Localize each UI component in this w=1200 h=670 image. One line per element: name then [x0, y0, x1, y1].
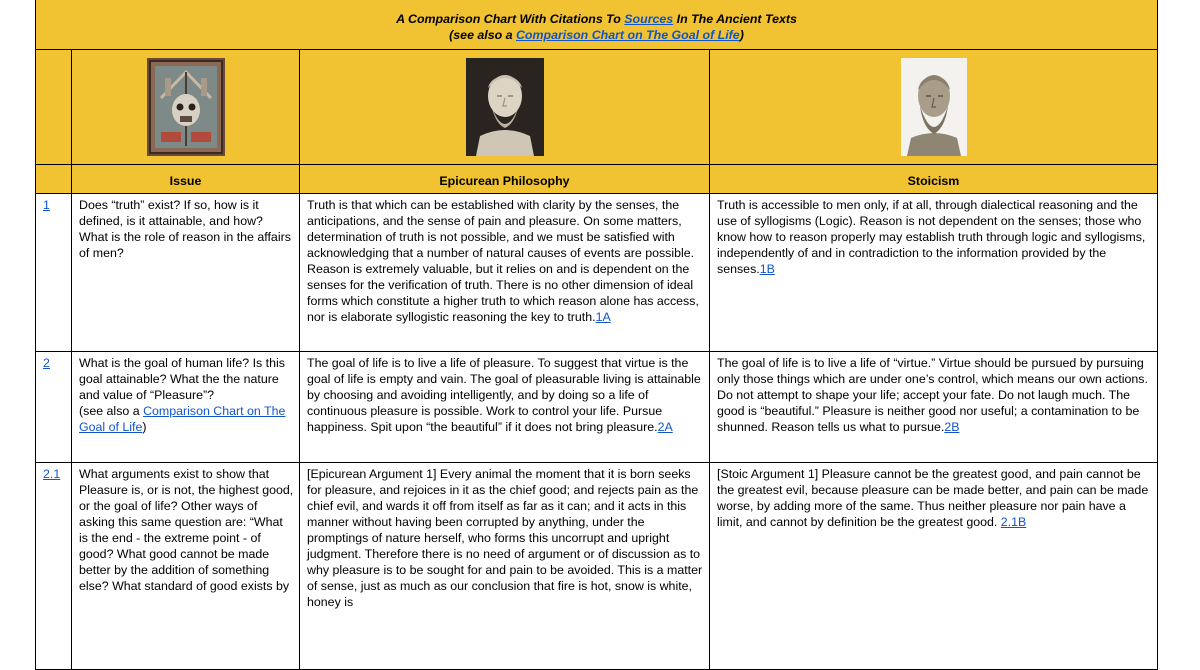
row-number-cell: [36, 352, 72, 463]
column-header-issue: Issue: [72, 165, 300, 194]
image-cell-issue: [72, 50, 300, 165]
issue-cell: What is the goal of human life? Is this goal attainable? What the the nature and value of “Pleasure”? (see also a Comparison Chart on The Goal of Life): [72, 352, 300, 463]
sources-link[interactable]: Sources: [624, 12, 674, 26]
stoic-cell: [Stoic Argument 1] Pleasure cannot be the greatest good, and pain cannot be the greatest evil, because pleasure can be made better, and pain can be made worse, by adding more of the same. Thus neither pleasure nor pain have a limit, and cannot by definition be the greatest good. 2.1B: [710, 463, 1158, 670]
comparison-chart-sheet: [35, 0, 1157, 670]
epicurean-cell: Truth is that which can be established with clarity by the senses, the anticipations, and the sense of pain and pleasure. On some matters, determination of truth is not possible, and we must be satisfied with acknowledging that a number of natural causes of events are possible. Reason is extremely valuable, but it relies on and is dependent on the senses for the verification of truth. There is no other dimension of ideal forms which constitute a higher truth to which reason alone has access, nor is elaborate syllogistic reasoning the key to truth.1A: [300, 194, 710, 352]
image-blank-cell: [36, 50, 72, 165]
table-row: [36, 463, 1158, 670]
zeno-bust-image: [901, 58, 967, 156]
citation-link[interactable]: 2B: [944, 420, 960, 434]
issue-cell: What arguments exist to show that Pleasure is, or is not, the highest good, or the goal of life? Other ways of asking this same question are: “What is the end - the extreme point - of good? What good cannot be made better by the addition of something else? What standard of good exists by: [72, 463, 300, 670]
epicurean-cell: [Epicurean Argument 1] Every animal the moment that it is born seeks for pleasure, and rejoices in it as the chief good; and rejects pain as the chief evil, and wards it off from itself as far as it can; and it acts in this manner without having been corrupted by anything, under the promptings of nature herself, who forms this uncorrupt and upright judgment. Therefore there is no need of argument or of discussion as to why pleasure is to be sought for and pain to be avoided. This is a matter of sense, just as much as our conclusion that fire is hot, snow is white, honey is: [300, 463, 710, 670]
issue-cell: Does “truth” exist? If so, how is it defined, is it attainable, and how? What is the role of reason in the affairs of men?: [72, 194, 300, 352]
row-number-link[interactable]: 2: [43, 356, 50, 370]
chart-subtitle: (see also a Comparison Chart on The Goal of Life): [449, 28, 744, 42]
table-row: [36, 194, 1158, 352]
goal-of-life-chart-link[interactable]: Comparison Chart on The Goal of Life: [79, 404, 286, 434]
stoic-cell: The goal of life is to live a life of “virtue.” Virtue should be pursued by pursuing only those things which are under one’s control, which means our own actions. Do not attempt to shape your life; accept your fate. Do not laugh much. The good is “beautiful.” Pleasure is neither good nor useful; a contamination to be shunned. Reason tells us what to pursue.2B: [710, 352, 1158, 463]
row-number-link[interactable]: 1: [43, 198, 50, 212]
citation-link[interactable]: 1A: [595, 310, 611, 324]
column-header-epicurean: Epicurean Philosophy: [300, 165, 710, 194]
table-row: [36, 352, 1158, 463]
mosaic-skeleton-image: [147, 58, 225, 156]
goal-of-life-chart-link[interactable]: Comparison Chart on The Goal of Life: [515, 28, 740, 42]
comparison-table: [35, 0, 1158, 670]
citation-link[interactable]: 2A: [657, 420, 673, 434]
header-blank-cell: [36, 165, 72, 194]
image-cell-stoicism: [710, 50, 1158, 165]
citation-link[interactable]: 2.1B: [1000, 515, 1027, 529]
image-cell-epicurean: [300, 50, 710, 165]
row-number-link[interactable]: 2.1: [43, 467, 61, 481]
epicurus-bust-image: [466, 58, 544, 156]
epicurean-cell: The goal of life is to live a life of pleasure. To suggest that virtue is the goal of life is empty and vain. The goal of pleasurable living is attainable by choosing and avoiding intelligently, and by doing so a life of continuous pleasure is possible. Work to control your life. Pursue happiness. Spit upon “the beautiful” if it does not bring pleasure.2A: [300, 352, 710, 463]
row-number-cell: [36, 463, 72, 670]
chart-title: A Comparison Chart With Citations To Sources In The Ancient Texts: [396, 12, 797, 26]
citation-link[interactable]: 1B: [759, 262, 775, 276]
stoic-cell: Truth is accessible to men only, if at all, through dialectical reasoning and the use of syllogisms (Logic). Reason is not dependent on the senses; those who know how to reason properly may establish truth through logic and syllogisms, independently of and in contradiction to the information provided by the senses.1B: [710, 194, 1158, 352]
row-number-cell: [36, 194, 72, 352]
chart-title-cell: [36, 0, 1158, 50]
column-header-stoicism: Stoicism: [710, 165, 1158, 194]
